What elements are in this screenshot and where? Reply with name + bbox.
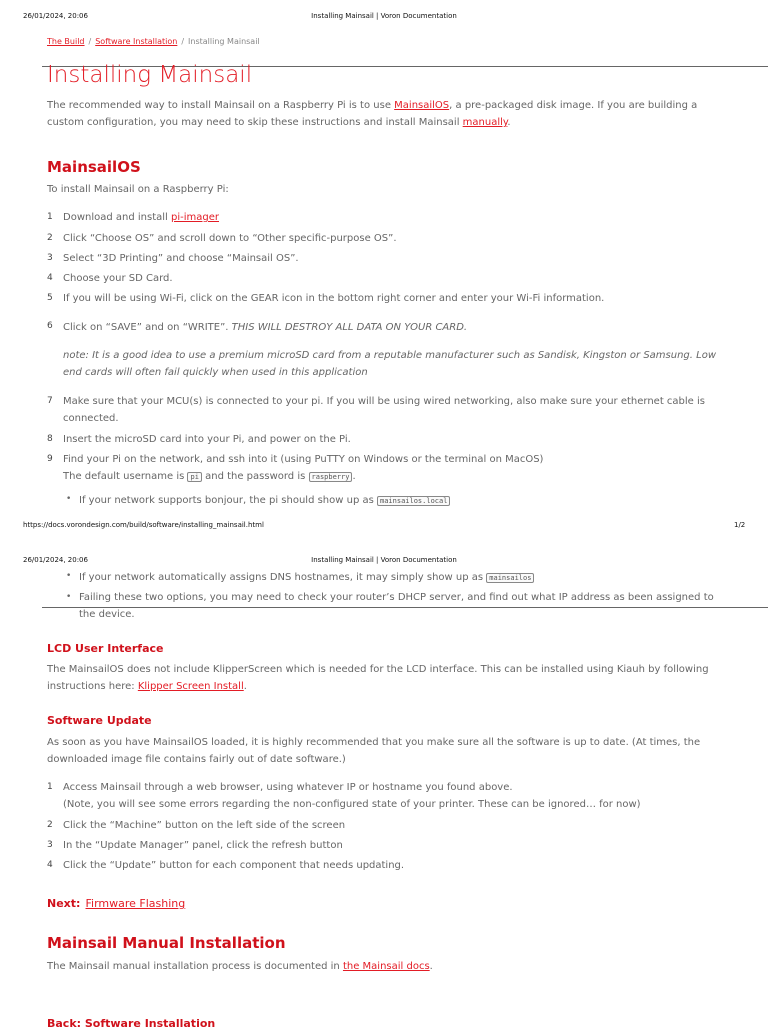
intro-paragraph: The recommended way to install Mainsail on a Raspberry Pi is to use MainsailOS, a pre-packaged disk image. If you are building a custom configuration, you may need to skip these instructions and install Mainsail manually. xyxy=(47,100,698,128)
list-item: Failing these two options, you may need to check your router’s DHCP server, and find out what IP address as been assigned to the device. xyxy=(79,592,714,620)
print-doc-title: Installing Mainsail | Voron Documentation xyxy=(311,12,457,20)
step-number: 1 xyxy=(47,782,53,792)
list-item: Access Mainsail through a web browser, using whatever IP or hostname you found above. (Note, you will see some errors regarding the non-configured state of your printer. These can be ignored… for now) xyxy=(63,782,641,810)
step-number: 6 xyxy=(47,321,53,331)
print-url: https://docs.vorondesign.com/build/software/installing_mainsail.html xyxy=(23,521,264,529)
page-title: Installing Mainsail xyxy=(47,62,253,88)
step-number: 4 xyxy=(47,273,53,283)
page-divider xyxy=(42,607,768,608)
list-item: Click the “Machine” button on the left side of the screen xyxy=(63,820,346,831)
manually-link[interactable]: manually xyxy=(462,117,508,128)
step-number: 7 xyxy=(47,396,53,406)
list-item: If your network supports bonjour, the pi should show up as mainsailos.local xyxy=(79,492,729,510)
warning-text: THIS WILL DESTROY ALL DATA ON YOUR CARD. xyxy=(231,322,468,333)
list-item: Click “Choose OS” and scroll down to “Other specific-purpose OS”. xyxy=(63,233,397,244)
username-code: pi xyxy=(187,472,201,482)
list-item: If your network automatically assigns DNS hostnames, it may simply show up as mainsailos xyxy=(79,569,729,587)
step-note: note: It is a good idea to use a premium microSD card from a reputable manufacturer such as Sandisk, Kingston or Samsung. Low end cards will often fail quickly when used in this application xyxy=(63,350,717,378)
breadcrumb-link-software-installation[interactable]: Software Installation xyxy=(95,37,178,46)
list-item: Find your Pi on the network, and ssh into it (using PuTTY on Windows or the terminal on MacOS) The default username is pi and the password is raspberry . xyxy=(63,454,544,482)
software-update-paragraph: As soon as you have MainsailOS loaded, it is highly recommended that you make sure all the software is up to date. (At times, the downloaded image file contains fairly out of date software.) xyxy=(47,737,701,765)
hostname-code: mainsailos xyxy=(486,573,534,583)
step-number: 1 xyxy=(47,212,53,222)
pi-imager-link[interactable]: pi-imager xyxy=(171,212,219,223)
breadcrumb-separator: / xyxy=(88,37,92,46)
manual-install-paragraph: The Mainsail manual installation process is documented in the Mainsail docs. xyxy=(47,961,433,972)
mainsailos-lead: To install Mainsail on a Raspberry Pi: xyxy=(47,184,229,195)
firmware-flashing-link[interactable]: Firmware Flashing xyxy=(85,897,186,910)
next-link-row xyxy=(47,892,185,911)
next-label: Next: xyxy=(47,897,81,910)
print-doc-title: Installing Mainsail | Voron Documentation xyxy=(311,556,457,564)
list-item: Make sure that your MCU(s) is connected to your pi. If you will be using wired networking, also make sure your ethernet cable is connected. xyxy=(63,396,706,424)
hostname-code: mainsailos.local xyxy=(377,496,450,506)
list-item: Click on “SAVE” and on “WRITE”. THIS WILL DESTROY ALL DATA ON YOUR CARD. xyxy=(63,322,468,333)
list-item: Download and install pi-imager xyxy=(63,212,219,223)
mainsail-docs-link[interactable]: the Mainsail docs xyxy=(342,961,430,972)
mainsailos-heading: MainsailOS xyxy=(47,158,141,176)
list-item: Select “3D Printing” and choose “Mainsail OS”. xyxy=(63,253,299,264)
breadcrumb-current: Installing Mainsail xyxy=(188,37,260,46)
list-item: Insert the microSD card into your Pi, and power on the Pi. xyxy=(63,434,351,445)
breadcrumb-separator: / xyxy=(181,37,185,46)
step-number: 9 xyxy=(47,454,53,464)
list-item: Choose your SD Card. xyxy=(63,273,173,284)
step-number: 3 xyxy=(47,253,53,263)
list-item: In the “Update Manager” panel, click the refresh button xyxy=(63,840,343,851)
klipper-screen-link[interactable]: Klipper Screen Install xyxy=(137,681,244,692)
print-timestamp: 26/01/2024, 20:06 xyxy=(23,12,88,20)
breadcrumb-link-the-build[interactable]: The Build xyxy=(47,37,85,46)
lcd-paragraph: The MainsailOS does not include KlipperScreen which is needed for the LCD interface. This can be installed using Kiauh by following instructions here: Klipper Screen Install. xyxy=(47,664,709,692)
software-update-heading: Software Update xyxy=(47,714,152,727)
step-number: 2 xyxy=(47,820,53,830)
bullet: • xyxy=(66,494,72,504)
mainsailos-link[interactable]: MainsailOS xyxy=(394,100,450,111)
step-number: 8 xyxy=(47,434,53,444)
bullet: • xyxy=(66,592,72,602)
step-number: 3 xyxy=(47,840,53,850)
breadcrumb xyxy=(47,37,260,46)
step-number: 2 xyxy=(47,233,53,243)
print-page-number: 1/2 xyxy=(734,521,746,529)
step-number: 4 xyxy=(47,860,53,870)
print-timestamp: 26/01/2024, 20:06 xyxy=(23,556,88,564)
lcd-heading: LCD User Interface xyxy=(47,642,164,655)
step-number: 5 xyxy=(47,293,53,303)
password-code: raspberry xyxy=(309,472,353,482)
back-link[interactable]: Back: Software Installation xyxy=(47,1017,216,1030)
bullet: • xyxy=(66,571,72,581)
list-item: Click the “Update” button for each component that needs updating. xyxy=(63,860,405,871)
manual-install-heading: Mainsail Manual Installation xyxy=(47,934,286,952)
list-item: If you will be using Wi-Fi, click on the GEAR icon in the bottom right corner and enter your Wi-Fi information. xyxy=(63,293,605,304)
